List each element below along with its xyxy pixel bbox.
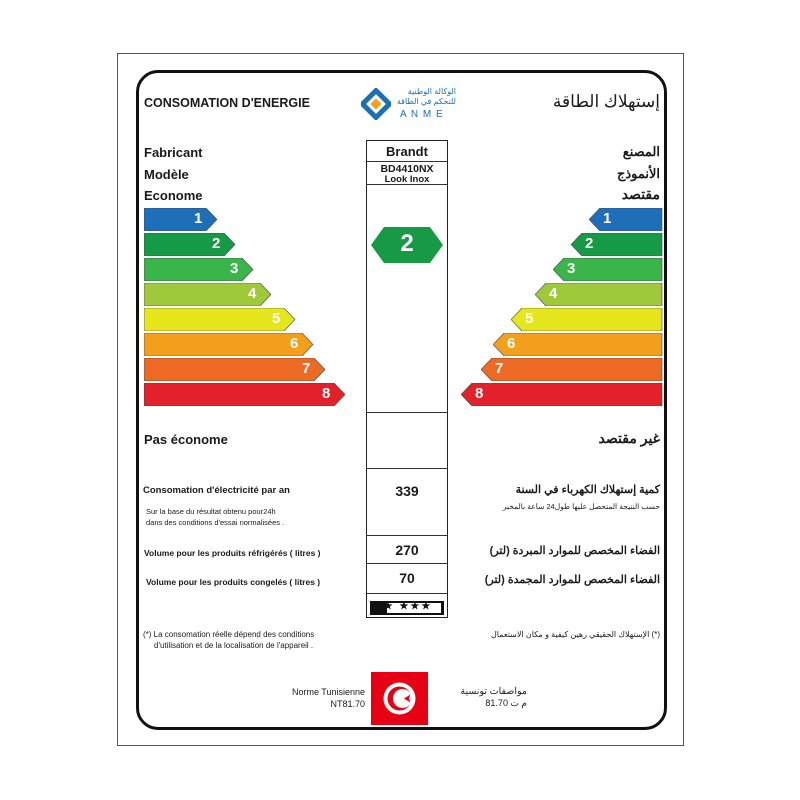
econome-label-ar: مقتصد — [621, 186, 660, 202]
fridge-volume-label-fr: Volume pour les produits réfrigérés ( litres ) — [144, 548, 321, 558]
modele-label-fr: Modèle — [144, 167, 189, 182]
manufacturer-value: Brandt — [386, 144, 428, 159]
energy-bar-right-2 — [571, 233, 663, 256]
energy-bar-label: 6 — [290, 335, 299, 352]
energy-bar-label: 4 — [248, 285, 257, 302]
energy-bar-label: 8 — [475, 385, 484, 402]
energy-bar-label: 6 — [507, 335, 516, 352]
pas-econome-label-ar: غير مقتصد — [598, 430, 660, 446]
title-ar: إستهلاك الطاقة — [552, 92, 660, 111]
freezer-volume-label-fr: Volume pour les produits congelés ( litres ) — [146, 577, 321, 587]
energy-bar-left-4 — [144, 283, 272, 306]
energy-bar-right-3 — [553, 258, 663, 281]
energy-bar-left-6 — [144, 333, 314, 356]
energy-bar-right-1 — [589, 208, 663, 231]
energy-bar-label: 7 — [495, 360, 504, 377]
divider — [366, 468, 448, 469]
energy-bar-label: 5 — [525, 310, 534, 327]
footnote-ar: (*) الإستهلاك الحقيقي رهين كيفية و مكان الاستعمال — [490, 630, 660, 639]
divider — [366, 412, 448, 413]
energy-bar-right-7 — [481, 358, 663, 381]
energy-bar-left-5 — [144, 308, 296, 331]
tunisia-flag-icon — [371, 672, 428, 725]
norm-code-ar: م ت 81.70 — [485, 698, 527, 708]
energy-class-indicator — [371, 227, 443, 263]
consumption-note-ar: حسب النتيجة المتحصل عليها طول24 ساعة بالمخبر — [502, 502, 660, 511]
title-fr: CONSOMATION D'ENERGIE — [144, 96, 310, 110]
freezer-volume-label-ar: الفضاء المخصص للموارد المجمدة (لتر) — [484, 574, 660, 586]
energy-bar-label: 8 — [322, 385, 331, 402]
norm-label-fr: Norme Tunisienne — [291, 687, 365, 697]
norm-code-fr: NT81.70 — [330, 699, 365, 709]
fridge-volume-label-ar: الفضاء المخصص للموارد المبردة (لتر) — [489, 545, 660, 557]
consumption-label-fr: Consomation d'électricité par an — [143, 485, 290, 496]
energy-bar-left-2 — [144, 233, 236, 256]
energy-bar-right-4 — [535, 283, 663, 306]
modele-label-ar: الأنموذج — [616, 166, 660, 181]
fabricant-label-ar: المصنع — [622, 144, 660, 159]
energy-bar-label: 1 — [603, 210, 612, 227]
agency-acronym: A N M E — [400, 109, 444, 120]
consumption-label-ar: كمية إستهلاك الكهرباء في السنة — [515, 484, 660, 496]
divider — [366, 563, 448, 564]
model-variant: Look Inox — [384, 174, 430, 185]
footnote-fr-1: (*) La consomation réelle dépend des conditions — [143, 630, 315, 639]
energy-class-value: 2 — [400, 230, 414, 257]
star-rating-text: ★ ★★★ — [383, 601, 433, 612]
pas-econome-label-fr: Pas économe — [144, 432, 228, 447]
energy-bar-right-8 — [461, 383, 663, 406]
energy-bar-label: 5 — [272, 310, 281, 327]
energy-bar-label: 4 — [549, 285, 558, 302]
econome-label-fr: Econome — [144, 188, 203, 203]
footnote-fr-2: d'utilisation et de la localisation de l'appareil . — [154, 641, 314, 650]
energy-bar-label: 3 — [230, 260, 239, 277]
energy-bar-label: 2 — [212, 235, 221, 252]
energy-bar-left-1 — [144, 208, 218, 231]
divider — [366, 161, 448, 162]
energy-bar-label: 7 — [302, 360, 311, 377]
divider — [366, 535, 448, 536]
energy-bar-right-6 — [493, 333, 663, 356]
consumption-note-fr-2: dans des conditions d'essai normalisées . — [146, 518, 285, 527]
norm-label-ar: مواصفات تونسية — [460, 686, 527, 697]
fridge-volume-value: 270 — [395, 542, 419, 558]
divider — [366, 593, 448, 594]
energy-bar-left-7 — [144, 358, 326, 381]
freezer-star-rating — [370, 601, 444, 615]
fabricant-label-fr: Fabricant — [144, 145, 203, 160]
energy-bar-label: 2 — [585, 235, 594, 252]
energy-bar-left-3 — [144, 258, 254, 281]
anme-logo-icon — [361, 88, 391, 120]
energy-bar-right-5 — [511, 308, 663, 331]
energy-bar-left-8 — [144, 383, 346, 406]
consumption-value: 339 — [395, 483, 419, 499]
consumption-note-fr-1: Sur la base du résultat obtenu pour24h — [146, 507, 276, 516]
energy-bar-label: 1 — [194, 210, 203, 227]
agency-name-ar-2: للتحكم في الطاقة — [396, 97, 456, 106]
energy-bar-label: 3 — [567, 260, 576, 277]
agency-name-ar-1: الوكالة الوطنية — [407, 87, 456, 96]
freezer-volume-value: 70 — [399, 570, 415, 586]
model-value: BD4410NX — [380, 163, 434, 175]
